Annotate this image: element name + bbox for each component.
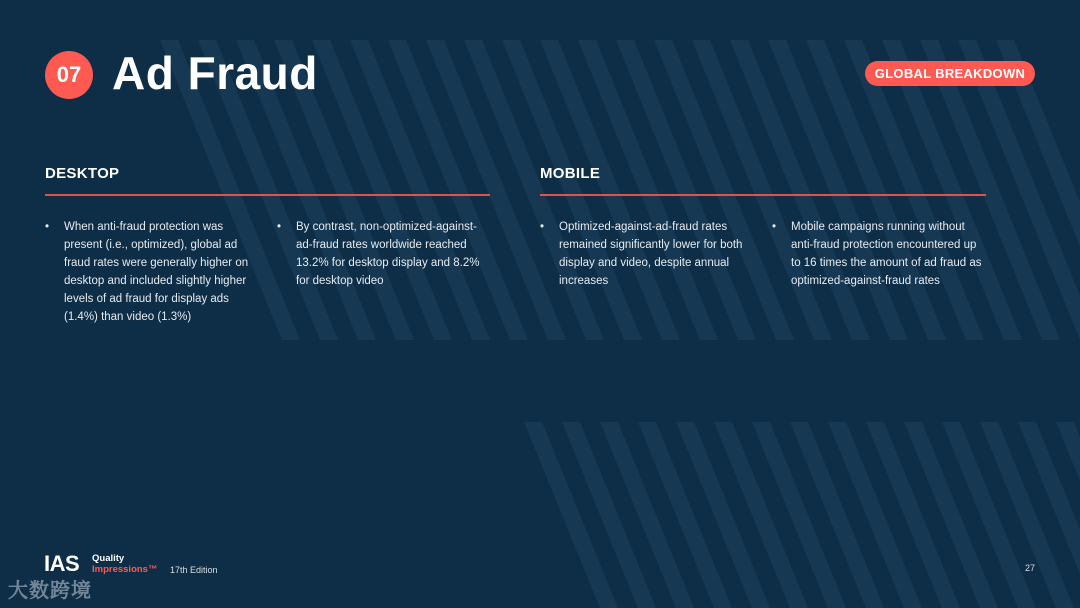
desktop-bullet-1-text: When anti-fraud protection was present (i.e., optimized), global ad fraud rates were generally higher on desktop and included slightly higher levels of ad fraud for display ads (1.4%) than video (1.3%) <box>64 221 249 323</box>
mobile-bullet-2-text: Mobile campaigns running without anti-fraud protection encountered up to 16 times the amount of ad fraud as optimized-against-fraud rates <box>791 221 982 287</box>
page-number: 27 <box>1025 563 1036 573</box>
edition-label: 17th Edition <box>170 565 218 575</box>
mobile-bullet-1 <box>540 218 762 290</box>
bullet-dot-icon: • <box>540 221 545 233</box>
desktop-bullet-2-text: By contrast, non-optimized-against-ad-fraud rates worldwide reached 13.2% for desktop display and 8.2% for desktop video <box>296 221 480 287</box>
mobile-heading: MOBILE <box>540 165 601 182</box>
mobile-bullet-1-text: Optimized-against-ad-fraud rates remained significantly lower for both display and video, despite annual increases <box>559 221 743 287</box>
section-number-badge: 07 <box>45 51 93 99</box>
page-title: Ad Fraud <box>112 47 318 99</box>
desktop-bullet-1 <box>45 218 263 326</box>
global-breakdown-tag: GLOBAL BREAKDOWN <box>865 61 1035 86</box>
ias-logo: IAS <box>44 551 80 576</box>
brand-line-2: Impressions™ <box>92 564 158 575</box>
mobile-column <box>540 165 986 358</box>
bullet-dot-icon: • <box>772 221 777 233</box>
brand-line-1: Quality <box>92 553 125 564</box>
bullet-dot-icon: • <box>277 221 282 233</box>
watermark-logo: 大数跨境 <box>8 580 92 602</box>
desktop-heading: DESKTOP <box>45 165 120 182</box>
mobile-bullet-list <box>540 218 986 358</box>
desktop-column <box>45 165 490 358</box>
bullet-dot-icon: • <box>45 221 50 233</box>
desktop-bullet-list <box>45 218 490 358</box>
mobile-divider <box>540 194 986 196</box>
desktop-divider <box>45 194 490 196</box>
mobile-bullet-2 <box>772 218 984 290</box>
quality-impressions-brand <box>92 553 157 575</box>
desktop-bullet-2 <box>277 218 487 290</box>
